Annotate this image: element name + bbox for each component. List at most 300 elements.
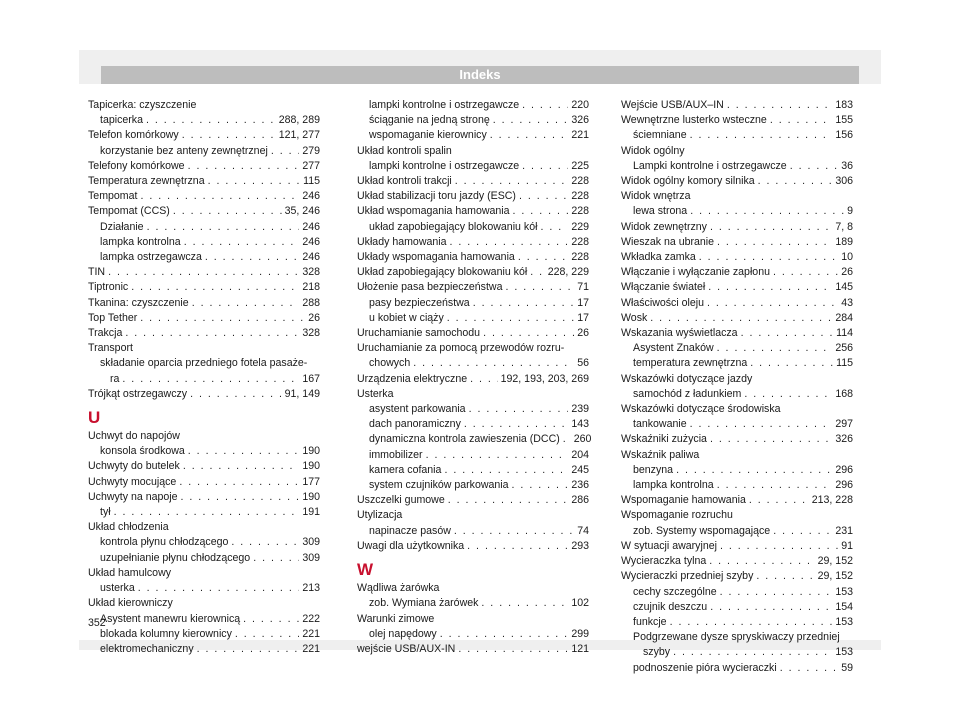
- index-entry: [621, 448, 853, 463]
- entry-page-ref[interactable]: 218: [302, 281, 320, 294]
- entry-page-ref[interactable]: 7, 8: [835, 220, 853, 233]
- entry-page-ref[interactable]: 29, 152: [817, 570, 853, 583]
- entry-term: Wspomaganie hamowania: [621, 494, 746, 507]
- entry-page-ref[interactable]: 189: [835, 235, 853, 248]
- dot-leader: [563, 432, 571, 447]
- dot-leader: [235, 627, 299, 642]
- entry-page-ref[interactable]: 277: [302, 159, 320, 172]
- index-entry: [357, 144, 589, 159]
- entry-page-ref[interactable]: 246: [302, 220, 320, 233]
- index-subentry: [621, 356, 853, 371]
- entry-page-ref[interactable]: 328: [302, 327, 320, 340]
- index-entry: [357, 387, 589, 402]
- dot-leader: [790, 159, 839, 174]
- entry-term: Układ kierowniczy: [88, 597, 173, 610]
- entry-page-ref[interactable]: 17: [577, 296, 589, 309]
- entry-page-ref[interactable]: 29, 152: [817, 555, 853, 568]
- dot-leader: [464, 417, 568, 432]
- index-subentry: [88, 444, 320, 459]
- dot-leader: [750, 356, 833, 371]
- entry-page-ref[interactable]: 328: [302, 266, 320, 279]
- dot-leader: [147, 220, 300, 235]
- entry-page-ref[interactable]: 309: [302, 536, 320, 549]
- index-subentry: [621, 387, 853, 402]
- dot-leader: [470, 372, 498, 387]
- dot-leader: [540, 220, 568, 235]
- index-entry: [88, 174, 320, 189]
- entry-page-ref[interactable]: 91: [841, 539, 853, 552]
- entry-term: Działanie: [100, 220, 144, 233]
- index-entry: [357, 326, 589, 341]
- index-subentry: [621, 204, 853, 219]
- index-entry: [621, 265, 853, 280]
- entry-term: dach panoramiczny: [369, 418, 461, 431]
- dot-leader: [190, 387, 282, 402]
- entry-page-ref[interactable]: 279: [302, 144, 320, 157]
- entry-page-ref[interactable]: 284: [835, 311, 853, 324]
- dot-leader: [140, 189, 299, 204]
- entry-page-ref[interactable]: 167: [302, 372, 320, 385]
- index-subentry: [621, 463, 853, 478]
- entry-page-ref[interactable]: 191: [302, 506, 320, 519]
- entry-page-ref[interactable]: 246: [302, 235, 320, 248]
- entry-term: cechy szczególne: [633, 585, 717, 598]
- dot-leader: [138, 581, 300, 596]
- page-header: Indeks: [101, 66, 859, 84]
- entry-term: Układy hamowania: [357, 235, 447, 248]
- entry-page-ref[interactable]: 286: [571, 494, 589, 507]
- entry-page-ref[interactable]: 102: [571, 597, 589, 610]
- index-subentry: [357, 159, 589, 174]
- dot-leader: [690, 128, 833, 143]
- entry-term: Lampki kontrolne i ostrzegawcze: [633, 159, 787, 172]
- entry-page-ref[interactable]: 213, 228: [811, 494, 853, 507]
- entry-page-ref[interactable]: 220: [571, 99, 589, 111]
- index-column-2: [357, 98, 592, 657]
- entry-page-ref[interactable]: 228: [571, 175, 589, 188]
- entry-page-ref[interactable]: 246: [302, 190, 320, 203]
- entry-term: Widok wnętrza: [621, 190, 691, 203]
- index-subentry: [88, 551, 320, 566]
- index-entry: [621, 432, 853, 447]
- index-entry: [88, 280, 320, 295]
- entry-term: Usterka: [357, 387, 394, 400]
- entry-page-ref[interactable]: 228: [571, 190, 589, 203]
- entry-page-ref[interactable]: 221: [302, 642, 320, 655]
- entry-term: lampka kontrolna: [100, 235, 181, 248]
- index-entry: [621, 569, 853, 584]
- entry-page-ref[interactable]: 260: [573, 433, 592, 446]
- entry-term: Trakcja: [88, 327, 123, 340]
- dot-leader: [530, 265, 545, 280]
- entry-term: Wądliwa żarówka: [357, 582, 440, 595]
- entry-term: Widok zewnętrzny: [621, 220, 707, 233]
- entry-term: tył: [100, 506, 111, 519]
- entry-term: dynamiczna kontrola zawieszenia (DCC): [369, 433, 560, 446]
- entry-term: samochód z ładunkiem: [633, 387, 742, 400]
- index-entry: [88, 265, 320, 280]
- entry-term: kamera cofania: [369, 463, 442, 476]
- index-subentry: [357, 128, 589, 143]
- dot-leader: [650, 311, 832, 326]
- index-subentry: [357, 596, 589, 611]
- dot-leader: [505, 280, 574, 295]
- entry-term: szyby: [643, 646, 671, 659]
- index-subentry: [357, 356, 589, 371]
- entry-page-ref[interactable]: 154: [835, 600, 853, 613]
- index-subentry: [88, 235, 320, 250]
- dot-leader: [513, 204, 569, 219]
- entry-term: składanie oparcia przedniego fotela pasaże-: [100, 357, 308, 370]
- entry-term: Uchwyty na napoje: [88, 490, 178, 503]
- entry-term: Układ zapobiegający blokowaniu kół: [357, 266, 528, 279]
- entry-page-ref[interactable]: 288: [302, 296, 320, 309]
- entry-page-ref[interactable]: 17: [577, 311, 589, 324]
- index-entry: [88, 204, 320, 219]
- index-entry: [621, 493, 853, 508]
- dot-leader: [114, 505, 300, 520]
- dot-leader: [179, 475, 299, 490]
- entry-term: Układ kontroli spalin: [357, 144, 452, 157]
- entry-page-ref[interactable]: 145: [835, 281, 853, 294]
- entry-term: Tapicerka: czyszczenie: [88, 99, 197, 111]
- entry-page-ref[interactable]: 168: [835, 387, 853, 400]
- entry-page-ref[interactable]: 229: [571, 220, 589, 233]
- entry-term: Warunki zimowe: [357, 612, 435, 625]
- index-subentry: [88, 612, 320, 627]
- entry-term: funkcje: [633, 615, 667, 628]
- dot-leader: [670, 615, 833, 630]
- index-entry: [621, 372, 853, 387]
- entry-page-ref[interactable]: 36: [841, 159, 853, 172]
- entry-page-ref[interactable]: 228: [571, 235, 589, 248]
- entry-page-ref[interactable]: 26: [308, 311, 320, 324]
- dot-leader: [188, 444, 300, 459]
- index-entry: [88, 341, 320, 356]
- dot-leader: [518, 250, 568, 265]
- entry-page-ref[interactable]: 190: [302, 460, 320, 473]
- dot-leader: [758, 174, 833, 189]
- entry-page-ref[interactable]: 222: [302, 612, 320, 625]
- index-subentry: [621, 585, 853, 600]
- entry-term: Właściwości oleju: [621, 296, 705, 309]
- entry-page-ref[interactable]: 190: [302, 490, 320, 503]
- dot-leader: [710, 432, 832, 447]
- dot-leader: [676, 463, 832, 478]
- dot-leader: [426, 448, 569, 463]
- entry-page-ref[interactable]: 10: [841, 251, 853, 264]
- entry-term: Wspomaganie rozruchu: [621, 509, 733, 522]
- dot-leader: [181, 490, 300, 505]
- entry-page-ref[interactable]: 228, 229: [547, 266, 589, 279]
- entry-term: system czujników parkowania: [369, 479, 509, 492]
- dot-leader: [770, 113, 832, 128]
- entry-page-ref[interactable]: 143: [571, 418, 589, 431]
- entry-term: kontrola płynu chłodzącego: [100, 536, 229, 549]
- entry-page-ref[interactable]: 293: [571, 539, 589, 552]
- entry-page-ref[interactable]: 228: [571, 205, 589, 218]
- dot-leader: [448, 493, 569, 508]
- index-entry: [357, 612, 589, 627]
- index-subentry: [88, 220, 320, 235]
- dot-leader: [243, 612, 299, 627]
- dot-leader: [744, 387, 832, 402]
- dot-leader: [780, 661, 839, 676]
- entry-term: lampki kontrolne i ostrzegawcze: [369, 99, 520, 111]
- index-entry: [357, 189, 589, 204]
- entry-term: Widok ogólny: [621, 144, 685, 157]
- index-entry: [357, 493, 589, 508]
- index-subentry: [357, 524, 589, 539]
- index-subentry: [357, 448, 589, 463]
- dot-leader: [192, 296, 300, 311]
- entry-term: ściemniane: [633, 129, 687, 142]
- index-subentry: [357, 98, 589, 113]
- entry-term: Uwagi dla użytkownika: [357, 539, 465, 552]
- entry-page-ref[interactable]: 177: [302, 475, 320, 488]
- dot-leader: [717, 235, 832, 250]
- entry-page-ref[interactable]: 155: [835, 114, 853, 127]
- index-subentry: [621, 128, 853, 143]
- entry-term: Telefon komórkowy: [88, 129, 179, 142]
- dot-leader: [749, 493, 809, 508]
- entry-page-ref[interactable]: 115: [836, 357, 853, 370]
- entry-term: Podgrzewane dysze spryskiwaczy przedniej: [633, 631, 840, 644]
- entry-page-ref[interactable]: 228: [571, 251, 589, 264]
- dot-leader: [483, 326, 574, 341]
- entry-term: Układy wspomagania hamowania: [357, 251, 515, 264]
- index-entry: [621, 250, 853, 265]
- index-subentry: [88, 372, 320, 387]
- entry-term: zob. Wymiana żarówek: [369, 597, 479, 610]
- index-entry: [88, 159, 320, 174]
- entry-page-ref[interactable]: 192, 193, 203, 269: [500, 372, 589, 385]
- dot-leader: [173, 204, 282, 219]
- index-entry: [357, 280, 589, 295]
- dot-leader: [108, 265, 299, 280]
- entry-page-ref[interactable]: 153: [835, 615, 853, 628]
- entry-term: Transport: [88, 342, 133, 355]
- entry-page-ref[interactable]: 309: [302, 551, 320, 564]
- entry-page-ref[interactable]: 26: [841, 266, 853, 279]
- index-subentry: [621, 159, 853, 174]
- entry-term: Wycieraczki przedniej szyby: [621, 570, 754, 583]
- entry-page-ref[interactable]: 115: [303, 175, 320, 188]
- index-entry: [88, 596, 320, 611]
- dot-leader: [519, 189, 568, 204]
- entry-page-ref[interactable]: 26: [577, 327, 589, 340]
- dot-leader: [522, 98, 568, 113]
- entry-page-ref[interactable]: 299: [571, 627, 589, 640]
- entry-term: Tempomat (CCS): [88, 205, 170, 218]
- entry-term: Wskazania wyświetlacza: [621, 327, 738, 340]
- entry-term: usterka: [100, 582, 135, 595]
- entry-page-ref[interactable]: 59: [841, 661, 853, 674]
- entry-page-ref[interactable]: 221: [571, 129, 589, 142]
- entry-term: Temperatura zewnętrzna: [88, 175, 205, 188]
- index-entry: [621, 113, 853, 128]
- dot-leader: [707, 296, 838, 311]
- index-entry: [621, 189, 853, 204]
- entry-page-ref[interactable]: 326: [571, 114, 589, 127]
- dot-leader: [447, 311, 574, 326]
- index-entry: [621, 280, 853, 295]
- dot-leader: [690, 204, 844, 219]
- entry-page-ref[interactable]: 306: [835, 175, 853, 188]
- entry-page-ref[interactable]: 245: [571, 463, 589, 476]
- entry-page-ref[interactable]: 246: [302, 251, 320, 264]
- entry-term: uzupełnianie płynu chłodzącego: [100, 551, 251, 564]
- entry-term: Uruchamianie samochodu: [357, 327, 481, 340]
- entry-term: Urządzenia elektryczne: [357, 372, 468, 385]
- entry-term: Tempomat: [88, 190, 138, 203]
- index-column-1: [88, 98, 320, 657]
- page-number: 352: [88, 617, 106, 629]
- dot-leader: [710, 220, 832, 235]
- dot-leader: [773, 265, 838, 280]
- entry-page-ref[interactable]: 213: [302, 582, 320, 595]
- entry-page-ref[interactable]: 91, 149: [284, 387, 320, 400]
- entry-term: zob. Systemy wspomagające: [633, 524, 771, 537]
- entry-term: wspomaganie kierownicy: [369, 129, 487, 142]
- dot-leader: [458, 642, 568, 657]
- entry-term: blokada kolumny kierownicy: [100, 627, 232, 640]
- dot-leader: [490, 128, 569, 143]
- entry-term: konsola środkowa: [100, 445, 185, 458]
- entry-term: olej napędowy: [369, 627, 437, 640]
- entry-page-ref[interactable]: 296: [835, 463, 853, 476]
- index-subentry: [357, 113, 589, 128]
- index-subentry: [88, 581, 320, 596]
- entry-term: Układ hamulcowy: [88, 566, 172, 579]
- entry-term: pasy bezpieczeństwa: [369, 296, 470, 309]
- dot-leader: [467, 539, 568, 554]
- index-subentry: [357, 478, 589, 493]
- entry-term: Wskaźniki zużycia: [621, 433, 707, 446]
- entry-page-ref[interactable]: 236: [571, 479, 589, 492]
- entry-term: Asystent manewru kierownicą: [100, 612, 241, 625]
- index-entry: [357, 508, 589, 523]
- entry-term: Uchwyt do napojów: [88, 430, 180, 443]
- entry-term: podnoszenie pióra wycieraczki: [633, 661, 777, 674]
- dot-leader: [183, 459, 299, 474]
- entry-page-ref[interactable]: 190: [302, 445, 320, 458]
- dot-leader: [690, 417, 833, 432]
- entry-page-ref[interactable]: 121, 277: [278, 129, 320, 142]
- entry-page-ref[interactable]: 121: [571, 642, 589, 655]
- entry-page-ref[interactable]: 35, 246: [284, 205, 320, 218]
- entry-term: Układ chłodzenia: [88, 521, 169, 534]
- entry-term: Włączanie i wyłączanie zapłonu: [621, 266, 770, 279]
- entry-page-ref[interactable]: 296: [835, 479, 853, 492]
- index-subentry: [357, 432, 592, 447]
- entry-page-ref[interactable]: 256: [835, 342, 853, 355]
- dot-leader: [205, 250, 299, 265]
- index-subentry: [621, 645, 853, 660]
- index-subentry: [621, 341, 853, 356]
- dot-leader: [125, 326, 299, 341]
- index-entry: [621, 235, 853, 250]
- entry-term: Wosk: [621, 311, 648, 324]
- index-subentry: [88, 505, 320, 520]
- index-entry: [621, 98, 853, 113]
- dot-leader: [140, 311, 305, 326]
- index-entry: [88, 429, 320, 444]
- index-entry: [621, 296, 853, 311]
- entry-term: Układ kontroli trakcji: [357, 175, 452, 188]
- entry-page-ref[interactable]: 231: [835, 524, 853, 537]
- entry-term: Wkładka zamka: [621, 251, 696, 264]
- dot-leader: [720, 539, 838, 554]
- dot-leader: [773, 524, 832, 539]
- index-entry: [621, 144, 853, 159]
- dot-leader: [710, 600, 832, 615]
- index-section-letter: W: [357, 560, 374, 580]
- entry-term: Wejście USB/AUX–IN: [621, 99, 724, 111]
- entry-term: Wewnętrzne lusterko wsteczne: [621, 114, 767, 127]
- index-entry: [621, 220, 853, 235]
- entry-page-ref[interactable]: 326: [835, 433, 853, 446]
- index-subentry: [621, 630, 853, 645]
- index-entry: [357, 204, 589, 219]
- entry-page-ref[interactable]: 9: [847, 205, 853, 218]
- entry-page-ref[interactable]: 204: [571, 448, 589, 461]
- entry-term: Asystent Znaków: [633, 342, 714, 355]
- index-entry: [357, 539, 589, 554]
- dot-leader: [146, 113, 276, 128]
- entry-term: napinacze pasów: [369, 524, 451, 537]
- entry-term: Widok ogólny komory silnika: [621, 175, 755, 188]
- entry-term: Wskaźnik paliwa: [621, 448, 700, 461]
- entry-page-ref[interactable]: 114: [836, 327, 853, 340]
- entry-term: lampka ostrzegawcza: [100, 251, 202, 264]
- entry-term: Utylizacja: [357, 509, 403, 522]
- dot-leader: [493, 113, 569, 128]
- entry-page-ref[interactable]: 153: [835, 646, 853, 659]
- index-subentry: [357, 417, 589, 432]
- entry-page-ref[interactable]: 43: [841, 296, 853, 309]
- entry-page-ref[interactable]: 221: [302, 627, 320, 640]
- index-subentry: [88, 144, 320, 159]
- entry-page-ref[interactable]: 183: [835, 99, 853, 111]
- index-subentry: [88, 535, 320, 550]
- index-column-3: [621, 98, 853, 676]
- index-subentry: [88, 356, 320, 371]
- entry-term: benzyna: [633, 463, 674, 476]
- entry-page-ref[interactable]: 225: [571, 159, 589, 172]
- index-subentry: [88, 627, 320, 642]
- entry-page-ref[interactable]: 56: [577, 357, 589, 370]
- index-subentry: [88, 113, 320, 128]
- entry-term: Wskazówki dotyczące środowiska: [621, 403, 781, 416]
- dot-leader: [131, 280, 299, 295]
- index-entry: [88, 566, 320, 581]
- entry-page-ref[interactable]: 156: [835, 129, 853, 142]
- entry-term: chowych: [369, 357, 411, 370]
- entry-page-ref[interactable]: 297: [835, 418, 853, 431]
- dot-leader: [188, 159, 300, 174]
- entry-term: temperatura zewnętrzna: [633, 357, 748, 370]
- index-subentry: [621, 661, 853, 676]
- entry-page-ref[interactable]: 74: [577, 524, 589, 537]
- entry-term: lampki kontrolne i ostrzegawcze: [369, 159, 520, 172]
- entry-page-ref[interactable]: 288, 289: [278, 114, 320, 127]
- entry-term: Tiptronic: [88, 281, 129, 294]
- index-entry: [88, 387, 320, 402]
- entry-page-ref[interactable]: 239: [571, 403, 589, 416]
- entry-page-ref[interactable]: 153: [835, 585, 853, 598]
- entry-page-ref[interactable]: 71: [577, 281, 589, 294]
